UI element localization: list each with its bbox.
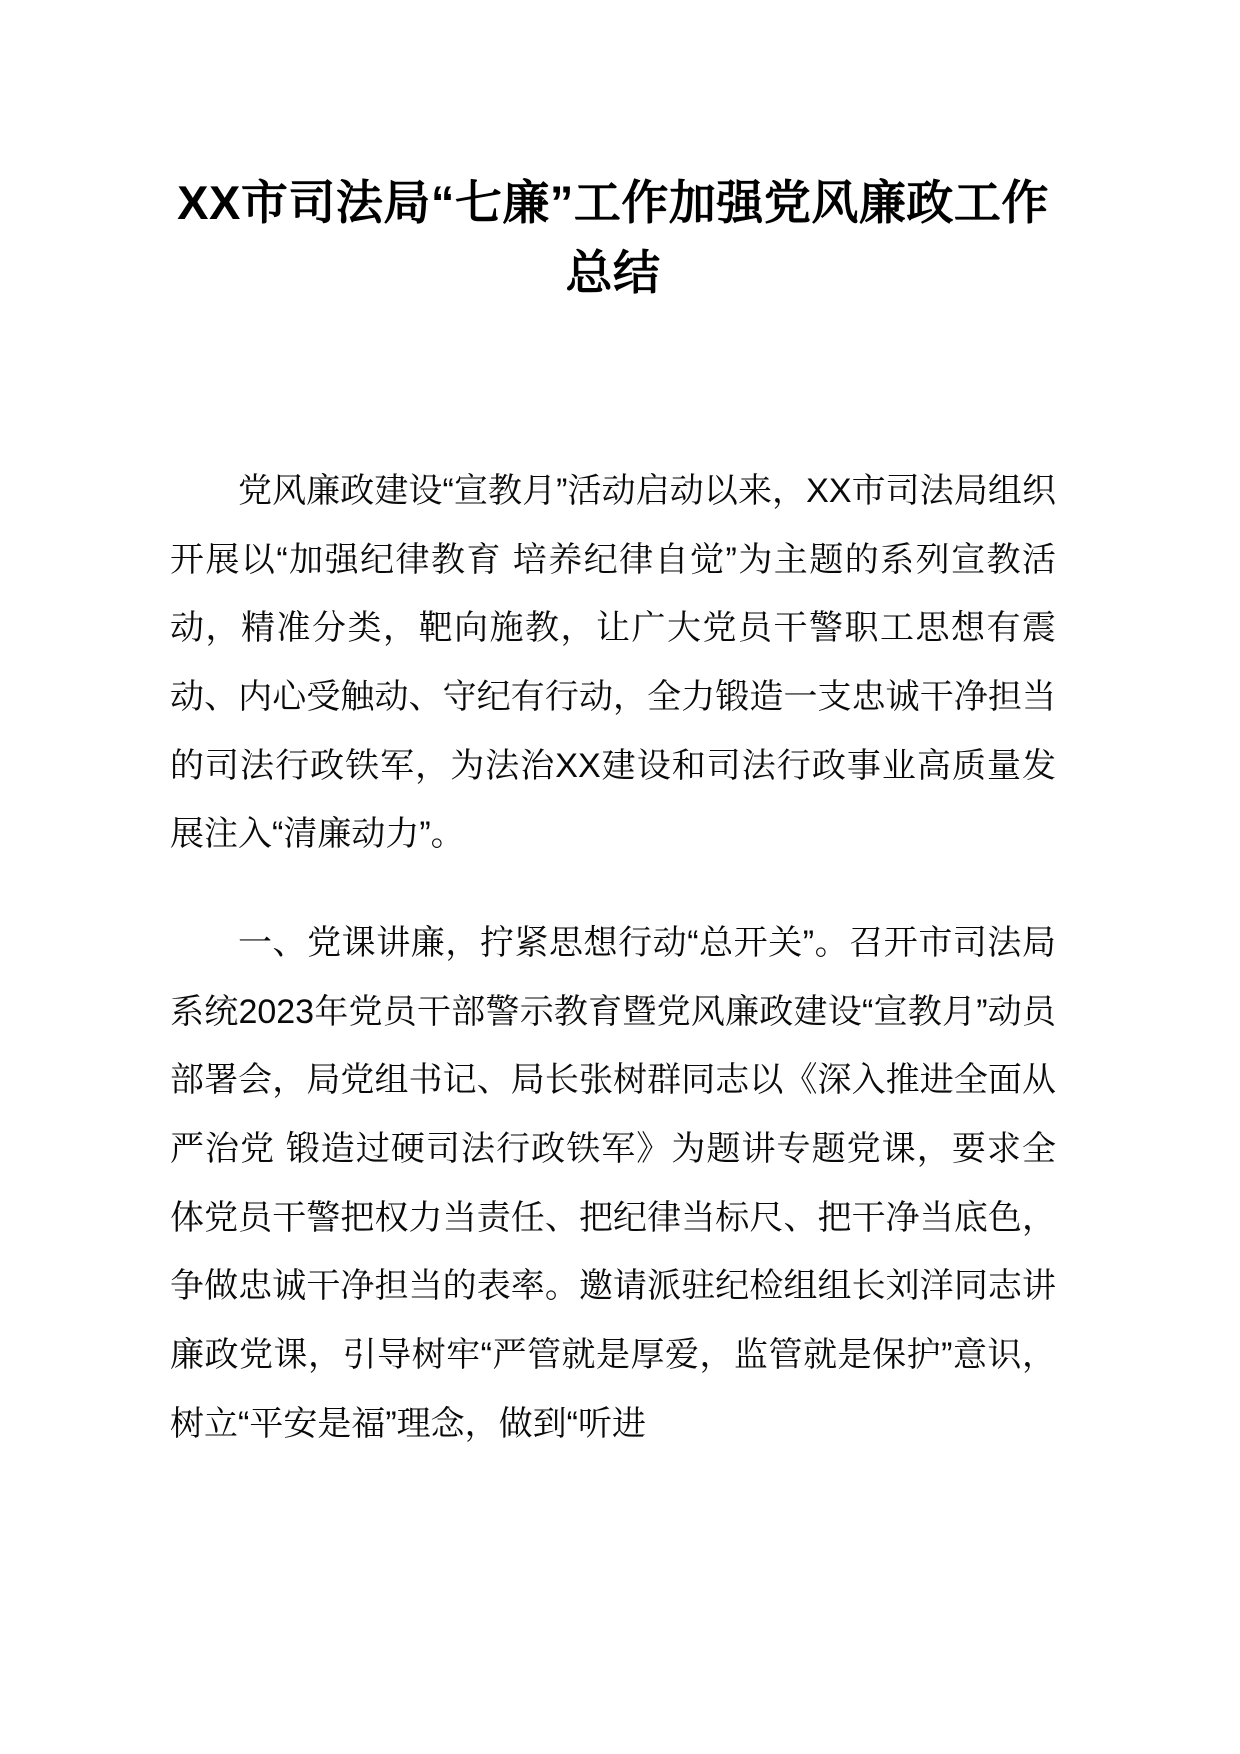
paragraph-section-one: 一、党课讲廉，拧紧思想行动“总开关”。召开市司法局系统2023年党员干部警示教育暨党风廉政建设“宣教月”动员部署会，局党组书记、局长张树群同志以《深入推进全面从严治党 锻造过硬司法行政铁军》为题讲专题党课，要求全体党员干警把权力当责任、把纪律当标尺、把干净当底色，争做忠诚干净担当的表率。邀请派驻纪检组组长刘洋同志讲廉政党课，引导树牢“严管就是厚爱，监管就是保护”意识，树立“平安是福”理念，做到“听进	[170, 924, 1056, 1443]
paragraph-intro: 党风廉政建设“宣教月”活动启动以来，XX市司法局组织开展以“加强纪律教育 培养纪律自觉”为主题的系列宣教活动，精准分类，靶向施教，让广大党员干警职工思想有震动、内心受触动、守纪有行动，全力锻造一支忠诚干净担当的司法行政铁军，为法治XX建设和司法行政事业高质量发展注入“清廉动力”。	[170, 472, 1056, 854]
document-body	[170, 457, 1056, 1458]
page-title: XX市司法局“七廉”工作加强党风廉政工作总结	[177, 176, 1049, 299]
document-content-column	[170, 0, 1056, 1459]
